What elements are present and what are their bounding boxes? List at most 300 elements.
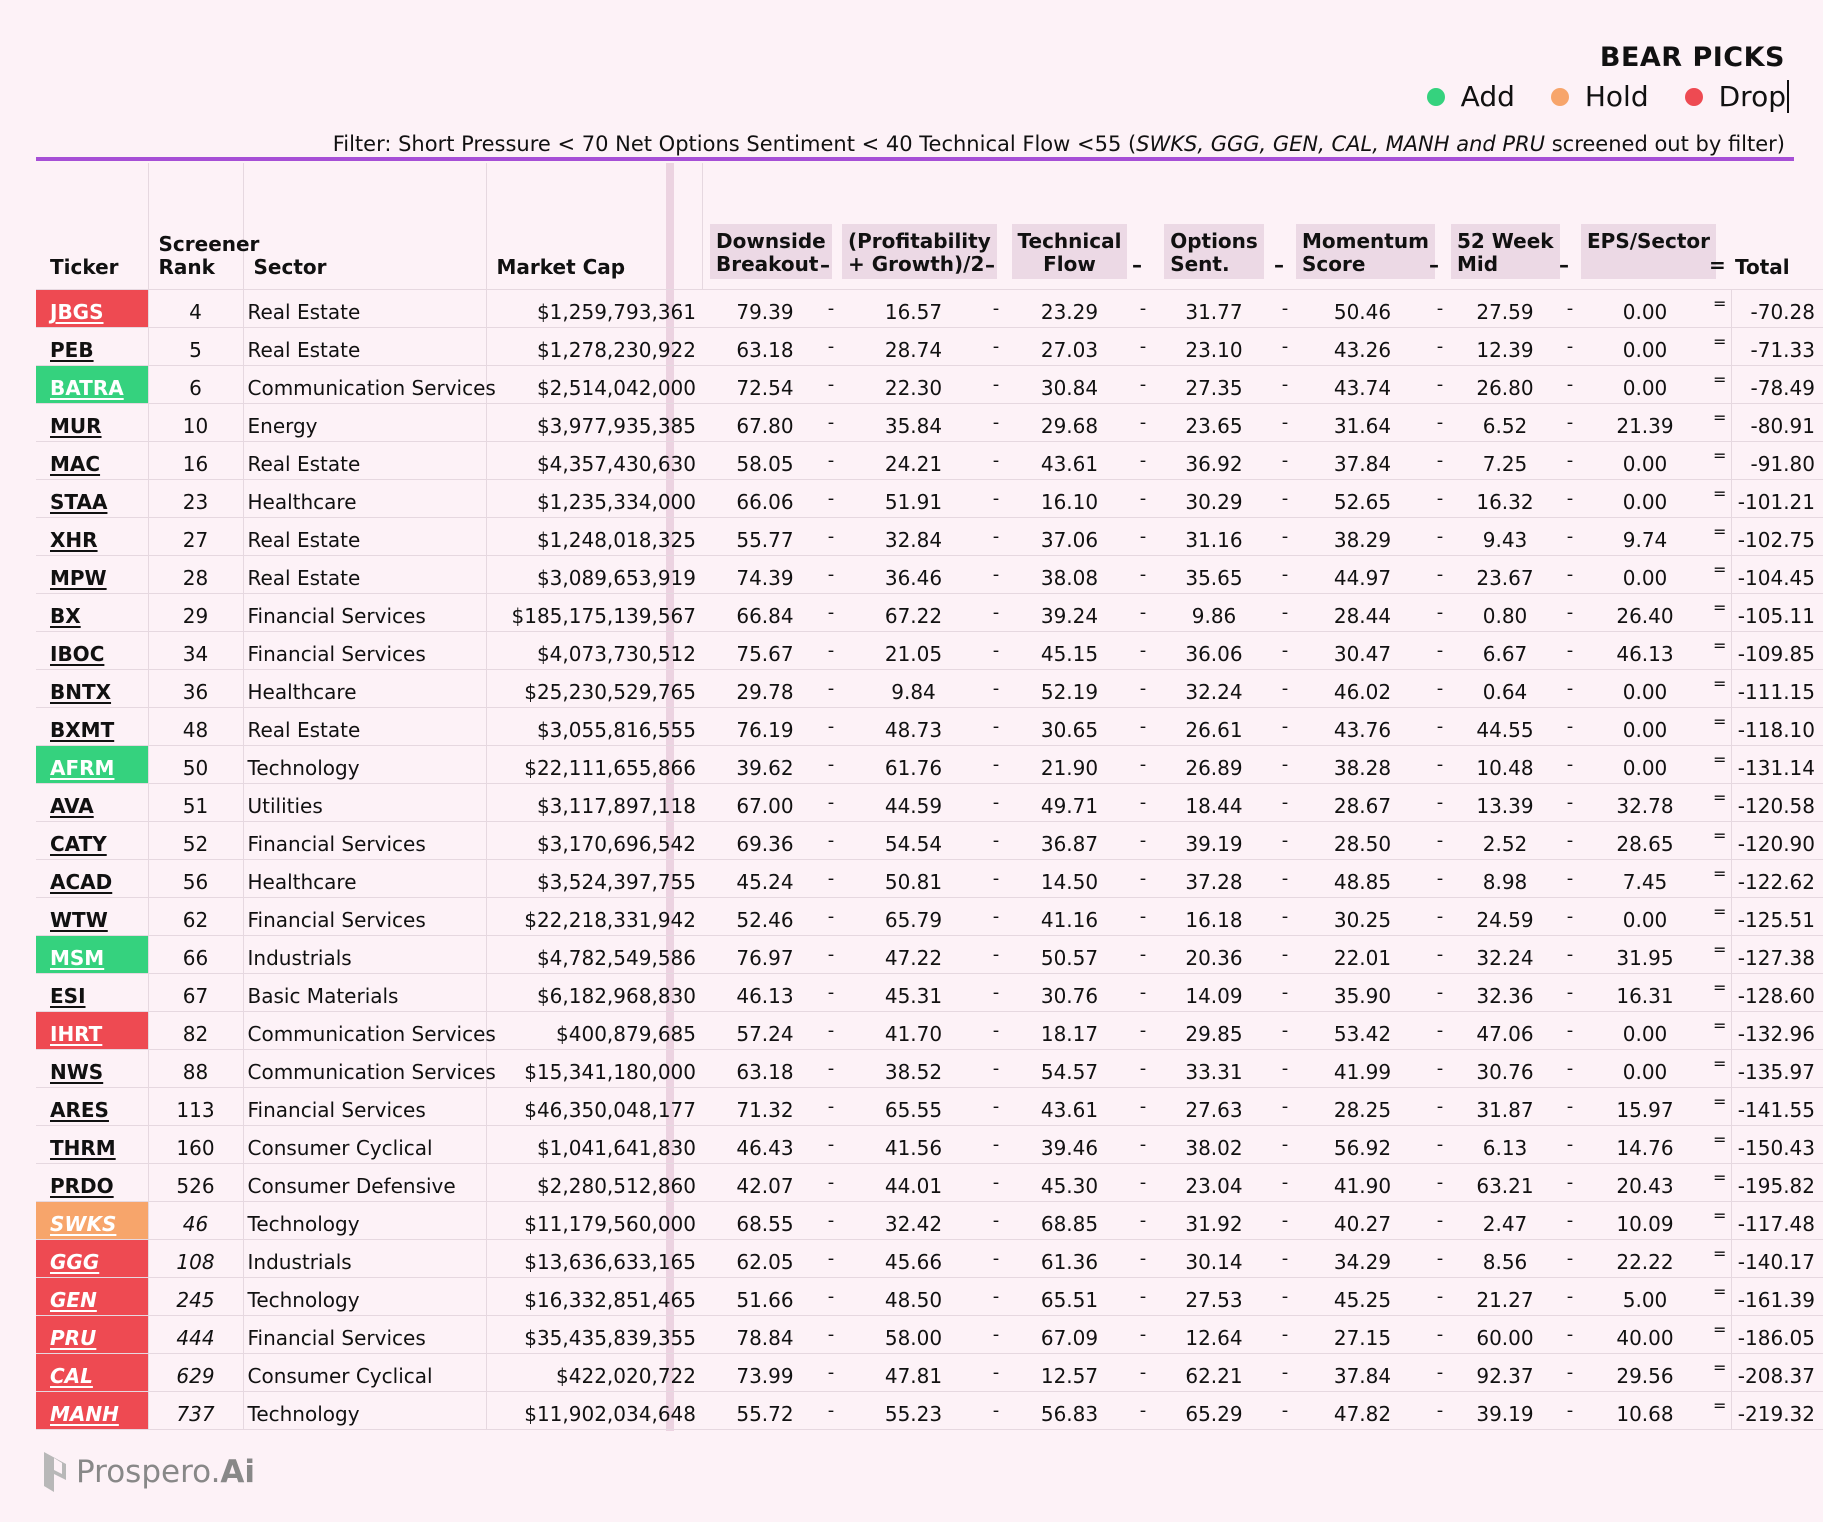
- minus-op: -: [985, 1125, 1007, 1163]
- minus-op: -: [985, 517, 1007, 555]
- market-cap-cell: $1,278,230,922: [486, 327, 702, 365]
- total-cell: -195.82: [1731, 1163, 1823, 1201]
- market-cap-cell: $2,514,042,000: [486, 365, 702, 403]
- ticker-link[interactable]: PRU: [36, 1315, 148, 1353]
- technical-flow-cell: 61.36: [1007, 1239, 1132, 1277]
- options-sent-cell: 65.29: [1154, 1391, 1274, 1429]
- minus-op: -: [1429, 479, 1451, 517]
- total-cell: -101.21: [1731, 479, 1823, 517]
- minus-op: -: [985, 707, 1007, 745]
- ticker-link[interactable]: MAC: [36, 441, 148, 479]
- table-row: [36, 289, 1823, 327]
- minus-op: -: [1132, 669, 1154, 707]
- options-sent-cell: 27.63: [1154, 1087, 1274, 1125]
- minus-op: -: [1132, 593, 1154, 631]
- minus-op: -: [1429, 1011, 1451, 1049]
- momentum-score-cell: 41.90: [1296, 1163, 1429, 1201]
- technical-flow-cell: 38.08: [1007, 555, 1132, 593]
- profitability-growth-cell: 41.70: [842, 1011, 985, 1049]
- options-sent-cell: 23.65: [1154, 403, 1274, 441]
- minus-op: -: [1274, 973, 1296, 1011]
- market-cap-cell: $422,020,722: [486, 1353, 702, 1391]
- minus-op: -: [1559, 897, 1581, 935]
- momentum-score-cell: 35.90: [1296, 973, 1429, 1011]
- week52-mid-cell: 24.59: [1451, 897, 1559, 935]
- minus-op: -: [985, 1049, 1007, 1087]
- screener-rank-cell: 444: [148, 1315, 243, 1353]
- screener-rank-cell: 62: [148, 897, 243, 935]
- profitability-growth-cell: 48.50: [842, 1277, 985, 1315]
- table-row: [36, 1315, 1823, 1353]
- minus-op: -: [985, 1163, 1007, 1201]
- minus-op: -: [1559, 1125, 1581, 1163]
- ticker-link[interactable]: ARES: [36, 1087, 148, 1125]
- header-divider: [36, 157, 1794, 161]
- col-header-market-cap: Market Cap: [486, 163, 702, 289]
- technical-flow-cell: 50.57: [1007, 935, 1132, 973]
- market-cap-cell: $2,280,512,860: [486, 1163, 702, 1201]
- minus-op: -: [1559, 1239, 1581, 1277]
- minus-op: -: [1429, 403, 1451, 441]
- technical-flow-cell: 12.57: [1007, 1353, 1132, 1391]
- minus-op: -: [1429, 707, 1451, 745]
- total-cell: -109.85: [1731, 631, 1823, 669]
- market-cap-cell: $22,111,655,866: [486, 745, 702, 783]
- market-cap-cell: $400,879,685: [486, 1011, 702, 1049]
- screener-rank-cell: 245: [148, 1277, 243, 1315]
- minus-op: -: [1132, 1315, 1154, 1353]
- market-cap-cell: $1,248,018,325: [486, 517, 702, 555]
- minus-op: –: [1274, 163, 1296, 289]
- legend-item-drop: [1685, 80, 1789, 113]
- market-cap-cell: $3,524,397,755: [486, 859, 702, 897]
- screener-rank-cell: 29: [148, 593, 243, 631]
- week52-mid-cell: 0.64: [1451, 669, 1559, 707]
- minus-op: -: [1274, 403, 1296, 441]
- minus-op: -: [1559, 365, 1581, 403]
- spacer: [702, 783, 710, 821]
- spacer: [702, 1315, 710, 1353]
- momentum-score-cell: 45.25: [1296, 1277, 1429, 1315]
- minus-op: -: [1132, 1239, 1154, 1277]
- technical-flow-cell: 30.76: [1007, 973, 1132, 1011]
- total-cell: -111.15: [1731, 669, 1823, 707]
- minus-op: -: [1429, 669, 1451, 707]
- table-row: [36, 1353, 1823, 1391]
- total-cell: -104.45: [1731, 555, 1823, 593]
- minus-op: –: [820, 163, 842, 289]
- ticker-link[interactable]: BX: [36, 593, 148, 631]
- profitability-growth-cell: 36.46: [842, 555, 985, 593]
- sector-cell: Utilities: [243, 783, 486, 821]
- ticker-link[interactable]: GGG: [36, 1239, 148, 1277]
- downside-breakout-cell: 63.18: [710, 327, 820, 365]
- minus-op: -: [1132, 327, 1154, 365]
- total-cell: -128.60: [1731, 973, 1823, 1011]
- page-title: BEAR PICKS: [1599, 42, 1785, 73]
- options-sent-cell: 27.35: [1154, 365, 1274, 403]
- screener-rank-cell: 4: [148, 289, 243, 327]
- spacer: [702, 1353, 710, 1391]
- table-row: [36, 935, 1823, 973]
- ticker-link[interactable]: AFRM: [36, 745, 148, 783]
- screener-rank-cell: 36: [148, 669, 243, 707]
- minus-op: -: [820, 1277, 842, 1315]
- ticker-link[interactable]: PRDO: [36, 1163, 148, 1201]
- equals-op: =: [1709, 631, 1731, 669]
- market-cap-cell: $1,041,641,830: [486, 1125, 702, 1163]
- minus-op: -: [820, 1125, 842, 1163]
- minus-op: -: [1559, 555, 1581, 593]
- drop-dot-icon: [1685, 88, 1703, 106]
- options-sent-cell: 30.29: [1154, 479, 1274, 517]
- equals-op: =: [1709, 783, 1731, 821]
- minus-op: -: [820, 479, 842, 517]
- screener-rank-cell: 56: [148, 859, 243, 897]
- screener-rank-cell: 66: [148, 935, 243, 973]
- minus-op: -: [1132, 1353, 1154, 1391]
- spacer: [702, 593, 710, 631]
- filter-tickers: SWKS, GGG, GEN, CAL, MANH and PRU: [1136, 132, 1546, 156]
- minus-op: -: [985, 327, 1007, 365]
- ticker-link[interactable]: JBGS: [36, 289, 148, 327]
- momentum-score-cell: 28.25: [1296, 1087, 1429, 1125]
- minus-op: -: [1132, 935, 1154, 973]
- profitability-growth-cell: 54.54: [842, 821, 985, 859]
- minus-op: -: [820, 555, 842, 593]
- sector-cell: Real Estate: [243, 289, 486, 327]
- downside-breakout-cell: 67.00: [710, 783, 820, 821]
- eps-sector-cell: 22.22: [1581, 1239, 1709, 1277]
- profitability-growth-cell: 61.76: [842, 745, 985, 783]
- spacer: [702, 479, 710, 517]
- spacer: [702, 403, 710, 441]
- equals-op: =: [1709, 327, 1731, 365]
- week52-mid-cell: 23.67: [1451, 555, 1559, 593]
- minus-op: -: [985, 1391, 1007, 1429]
- ticker-link[interactable]: MSM: [36, 935, 148, 973]
- equals-op: =: [1709, 1315, 1731, 1353]
- momentum-score-cell: 56.92: [1296, 1125, 1429, 1163]
- profitability-growth-cell: 16.57: [842, 289, 985, 327]
- spacer: [702, 1239, 710, 1277]
- minus-op: -: [1132, 745, 1154, 783]
- bear-picks-table: [36, 163, 1823, 1430]
- downside-breakout-cell: 57.24: [710, 1011, 820, 1049]
- spacer: [702, 1391, 710, 1429]
- spacer: [702, 821, 710, 859]
- eps-sector-cell: 26.40: [1581, 593, 1709, 631]
- sector-cell: Technology: [243, 745, 486, 783]
- eps-sector-cell: 9.74: [1581, 517, 1709, 555]
- minus-op: -: [985, 1239, 1007, 1277]
- spacer: [702, 1125, 710, 1163]
- minus-op: -: [1274, 327, 1296, 365]
- minus-op: -: [1274, 1125, 1296, 1163]
- total-cell: -131.14: [1731, 745, 1823, 783]
- downside-breakout-cell: 29.78: [710, 669, 820, 707]
- week52-mid-cell: 6.67: [1451, 631, 1559, 669]
- col-header-sector: Sector: [243, 163, 486, 289]
- screener-rank-cell: 51: [148, 783, 243, 821]
- technical-flow-cell: 67.09: [1007, 1315, 1132, 1353]
- ticker-link[interactable]: SWKS: [36, 1201, 148, 1239]
- sector-cell: Communication Services: [243, 1011, 486, 1049]
- spacer: [702, 289, 710, 327]
- screener-rank-cell: 88: [148, 1049, 243, 1087]
- minus-op: -: [1429, 555, 1451, 593]
- minus-op: -: [820, 403, 842, 441]
- profitability-growth-cell: 48.73: [842, 707, 985, 745]
- minus-op: -: [820, 821, 842, 859]
- minus-op: -: [820, 859, 842, 897]
- minus-op: -: [1274, 1239, 1296, 1277]
- minus-op: -: [985, 593, 1007, 631]
- momentum-score-cell: 43.76: [1296, 707, 1429, 745]
- technical-flow-cell: 54.57: [1007, 1049, 1132, 1087]
- ticker-link[interactable]: THRM: [36, 1125, 148, 1163]
- screener-rank-cell: 6: [148, 365, 243, 403]
- minus-op: -: [1559, 821, 1581, 859]
- minus-op: -: [820, 669, 842, 707]
- technical-flow-cell: 30.84: [1007, 365, 1132, 403]
- ticker-link[interactable]: STAA: [36, 479, 148, 517]
- minus-op: -: [1274, 1391, 1296, 1429]
- momentum-score-cell: 27.15: [1296, 1315, 1429, 1353]
- screener-rank-cell: 10: [148, 403, 243, 441]
- minus-op: -: [1274, 1315, 1296, 1353]
- market-cap-cell: $11,902,034,648: [486, 1391, 702, 1429]
- minus-op: -: [1429, 973, 1451, 1011]
- equals-op: =: [1709, 1049, 1731, 1087]
- minus-op: -: [1132, 821, 1154, 859]
- total-cell: -78.49: [1731, 365, 1823, 403]
- technical-flow-cell: 36.87: [1007, 821, 1132, 859]
- minus-op: -: [985, 935, 1007, 973]
- legend-label-hold: Hold: [1584, 80, 1649, 113]
- minus-op: -: [1274, 821, 1296, 859]
- table-row: [36, 555, 1823, 593]
- ticker-link[interactable]: WTW: [36, 897, 148, 935]
- table-row: [36, 403, 1823, 441]
- minus-op: –: [985, 163, 1007, 289]
- equals-op: =: [1709, 707, 1731, 745]
- spacer: [702, 327, 710, 365]
- market-cap-cell: $185,175,139,567: [486, 593, 702, 631]
- ticker-link[interactable]: IHRT: [36, 1011, 148, 1049]
- ticker-link[interactable]: BNTX: [36, 669, 148, 707]
- momentum-score-cell: 28.50: [1296, 821, 1429, 859]
- minus-op: -: [1132, 1391, 1154, 1429]
- minus-op: -: [1429, 897, 1451, 935]
- ticker-link[interactable]: ACAD: [36, 859, 148, 897]
- week52-mid-cell: 21.27: [1451, 1277, 1559, 1315]
- ticker-link[interactable]: MUR: [36, 403, 148, 441]
- market-cap-cell: $4,073,730,512: [486, 631, 702, 669]
- minus-op: -: [1274, 1087, 1296, 1125]
- minus-op: -: [820, 593, 842, 631]
- momentum-score-cell: 30.47: [1296, 631, 1429, 669]
- table-row: [36, 859, 1823, 897]
- sector-cell: Financial Services: [243, 821, 486, 859]
- minus-op: -: [1274, 1201, 1296, 1239]
- minus-op: -: [820, 1201, 842, 1239]
- market-cap-cell: $22,218,331,942: [486, 897, 702, 935]
- ticker-link[interactable]: GEN: [36, 1277, 148, 1315]
- minus-op: -: [1132, 1277, 1154, 1315]
- momentum-score-cell: 37.84: [1296, 441, 1429, 479]
- ticker-link[interactable]: CAL: [36, 1353, 148, 1391]
- eps-sector-cell: 32.78: [1581, 783, 1709, 821]
- eps-sector-cell: 10.68: [1581, 1391, 1709, 1429]
- ticker-link[interactable]: PEB: [36, 327, 148, 365]
- table-row: [36, 1049, 1823, 1087]
- legend-item-add: [1427, 80, 1515, 113]
- minus-op: -: [820, 631, 842, 669]
- ticker-link[interactable]: CATY: [36, 821, 148, 859]
- equals-op: =: [1709, 1277, 1731, 1315]
- minus-op: -: [820, 365, 842, 403]
- equals-op: =: [1709, 1163, 1731, 1201]
- market-cap-cell: $13,636,633,165: [486, 1239, 702, 1277]
- table-row: [36, 1011, 1823, 1049]
- minus-op: -: [1274, 517, 1296, 555]
- equals-op: =: [1709, 555, 1731, 593]
- minus-op: -: [1559, 1049, 1581, 1087]
- equals-op: =: [1709, 745, 1731, 783]
- ticker-link[interactable]: NWS: [36, 1049, 148, 1087]
- screener-rank-cell: 50: [148, 745, 243, 783]
- total-cell: -118.10: [1731, 707, 1823, 745]
- minus-op: -: [1429, 859, 1451, 897]
- profitability-growth-cell: 44.01: [842, 1163, 985, 1201]
- minus-op: -: [1132, 479, 1154, 517]
- profitability-growth-cell: 24.21: [842, 441, 985, 479]
- ticker-link[interactable]: IBOC: [36, 631, 148, 669]
- downside-breakout-cell: 67.80: [710, 403, 820, 441]
- eps-sector-cell: 0.00: [1581, 707, 1709, 745]
- minus-op: -: [1559, 1315, 1581, 1353]
- minus-op: -: [1429, 821, 1451, 859]
- equals-op: =: [1709, 593, 1731, 631]
- table-row: [36, 365, 1823, 403]
- minus-op: -: [1429, 1391, 1451, 1429]
- minus-op: -: [820, 289, 842, 327]
- eps-sector-cell: 16.31: [1581, 973, 1709, 1011]
- minus-op: -: [1132, 897, 1154, 935]
- legend-item-hold: [1551, 80, 1649, 113]
- ticker-link[interactable]: AVA: [36, 783, 148, 821]
- technical-flow-cell: 29.68: [1007, 403, 1132, 441]
- minus-op: -: [985, 479, 1007, 517]
- sector-cell: Consumer Cyclical: [243, 1353, 486, 1391]
- market-cap-cell: $3,117,897,118: [486, 783, 702, 821]
- minus-op: -: [1429, 289, 1451, 327]
- col-header-total: Total: [1731, 163, 1823, 289]
- technical-flow-cell: 39.24: [1007, 593, 1132, 631]
- ticker-link[interactable]: ESI: [36, 973, 148, 1011]
- minus-op: -: [1132, 289, 1154, 327]
- ticker-link[interactable]: MPW: [36, 555, 148, 593]
- col-header-ticker: Ticker: [36, 163, 148, 289]
- downside-breakout-cell: 69.36: [710, 821, 820, 859]
- profitability-growth-cell: 44.59: [842, 783, 985, 821]
- sector-cell: Energy: [243, 403, 486, 441]
- minus-op: -: [985, 897, 1007, 935]
- momentum-score-cell: 43.74: [1296, 365, 1429, 403]
- minus-op: -: [1559, 441, 1581, 479]
- minus-op: -: [1559, 479, 1581, 517]
- minus-op: -: [1132, 1087, 1154, 1125]
- spacer: [702, 1201, 710, 1239]
- equals-op: =: [1709, 973, 1731, 1011]
- profitability-growth-cell: 38.52: [842, 1049, 985, 1087]
- eps-sector-cell: 31.95: [1581, 935, 1709, 973]
- total-cell: -219.32: [1731, 1391, 1823, 1429]
- minus-op: -: [820, 1049, 842, 1087]
- technical-flow-cell: 21.90: [1007, 745, 1132, 783]
- screener-rank-cell: 48: [148, 707, 243, 745]
- minus-op: -: [820, 707, 842, 745]
- profitability-growth-cell: 51.91: [842, 479, 985, 517]
- legend-label-drop: Drop: [1719, 80, 1789, 113]
- ticker-link[interactable]: BATRA: [36, 365, 148, 403]
- minus-op: -: [1274, 289, 1296, 327]
- table-body: [36, 289, 1823, 1429]
- minus-op: -: [1274, 935, 1296, 973]
- options-sent-cell: 33.31: [1154, 1049, 1274, 1087]
- minus-op: -: [1429, 1163, 1451, 1201]
- screener-rank-cell: 23: [148, 479, 243, 517]
- options-sent-cell: 37.28: [1154, 859, 1274, 897]
- table-row: [36, 897, 1823, 935]
- minus-op: -: [1132, 631, 1154, 669]
- col-header-52-week-mid: 52 Week Mid: [1451, 163, 1559, 289]
- ticker-link[interactable]: BXMT: [36, 707, 148, 745]
- profitability-growth-cell: 32.42: [842, 1201, 985, 1239]
- total-cell: -122.62: [1731, 859, 1823, 897]
- total-cell: -125.51: [1731, 897, 1823, 935]
- minus-op: -: [1132, 517, 1154, 555]
- profitability-growth-cell: 9.84: [842, 669, 985, 707]
- minus-op: -: [820, 327, 842, 365]
- downside-breakout-cell: 74.39: [710, 555, 820, 593]
- minus-op: -: [1559, 1201, 1581, 1239]
- options-sent-cell: 39.19: [1154, 821, 1274, 859]
- minus-op: -: [820, 1011, 842, 1049]
- minus-op: -: [985, 555, 1007, 593]
- ticker-link[interactable]: XHR: [36, 517, 148, 555]
- minus-op: -: [1559, 1011, 1581, 1049]
- minus-op: -: [1429, 1049, 1451, 1087]
- ticker-link[interactable]: MANH: [36, 1391, 148, 1429]
- minus-op: -: [1559, 289, 1581, 327]
- minus-op: –: [1559, 163, 1581, 289]
- momentum-score-cell: 47.82: [1296, 1391, 1429, 1429]
- spacer: [702, 745, 710, 783]
- sector-cell: Consumer Cyclical: [243, 1125, 486, 1163]
- technical-flow-cell: 37.06: [1007, 517, 1132, 555]
- eps-sector-cell: 7.45: [1581, 859, 1709, 897]
- table-row: [36, 517, 1823, 555]
- spacer: [702, 669, 710, 707]
- momentum-score-cell: 46.02: [1296, 669, 1429, 707]
- spacer: [702, 1049, 710, 1087]
- momentum-score-cell: 40.27: [1296, 1201, 1429, 1239]
- table-row: [36, 669, 1823, 707]
- market-cap-cell: $3,977,935,385: [486, 403, 702, 441]
- minus-op: -: [1559, 517, 1581, 555]
